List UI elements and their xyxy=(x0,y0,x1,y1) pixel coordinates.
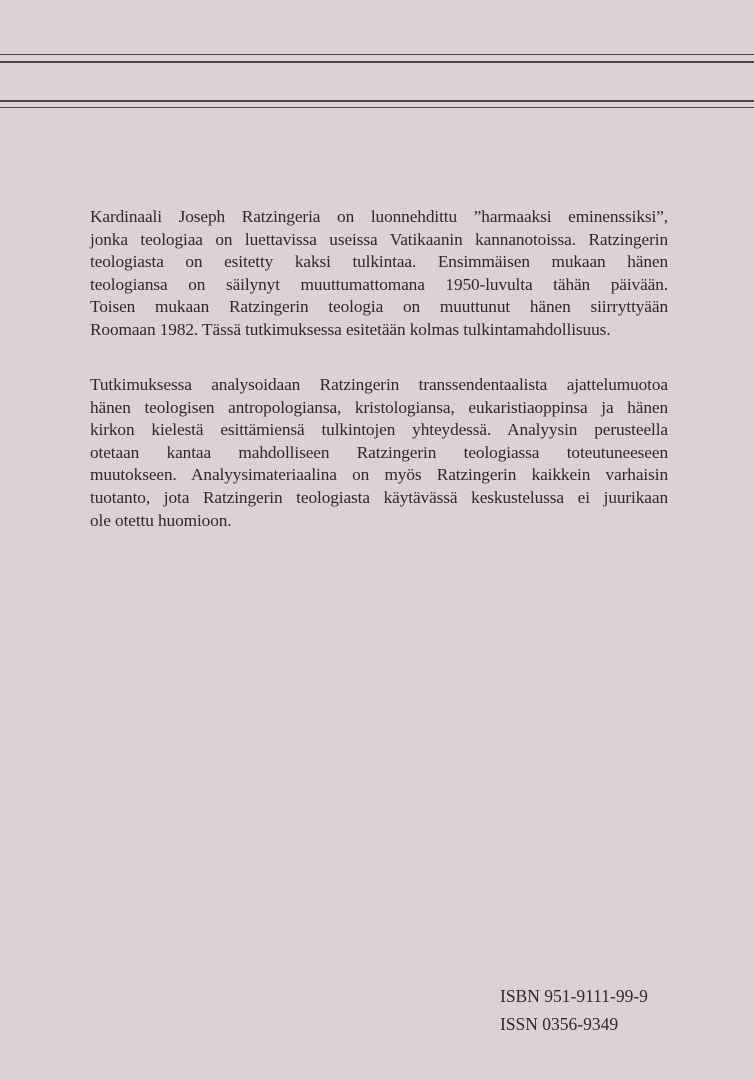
paragraph-1 xyxy=(90,206,668,342)
top-rule-1 xyxy=(0,54,754,55)
text-line: teologiasta on esitetty kaksi tulkintaa. Ensimmäisen mukaan hänen xyxy=(90,252,668,272)
text-line: muutokseen. Analyysimateriaalina on myös Ratzingerin kaikkein varhaisin xyxy=(90,465,668,485)
isbn-number: ISBN 951-9111-99-9 xyxy=(500,986,648,1006)
text-line: ole otettu huomioon. xyxy=(90,510,232,530)
text-line: Toisen mukaan Ratzingerin teologia on muuttunut hänen siirryttyään xyxy=(90,297,668,317)
top-rule-4 xyxy=(0,107,754,108)
top-rule-2 xyxy=(0,61,754,63)
text-line: Roomaan 1982. Tässä tutkimuksessa esitetään kolmas tulkintamahdollisuus. xyxy=(90,319,611,339)
top-rule-3 xyxy=(0,100,754,102)
issn-number: ISSN 0356-9349 xyxy=(500,1014,619,1034)
text-line: Tutkimuksessa analysoidaan Ratzingerin transsendentaalista ajattelumuotoa xyxy=(90,375,668,394)
text-line: kirkon kielestä esittämiensä tulkintojen yhteydessä. Analyysin perusteella xyxy=(90,420,668,440)
text-line: tuotanto, jota Ratzingerin teologiasta käytävässä keskustelussa ei juurikaan xyxy=(90,487,668,507)
text-line: hänen teologisen antropologiansa, kristologiansa, eukaristiaoppinsa ja hänen xyxy=(90,397,668,417)
text-line: Kardinaali Joseph Ratzingeria on luonnehdittu ”harmaaksi eminenssiksi”, xyxy=(90,207,668,226)
text-line: otetaan kantaa mahdolliseen Ratzingerin teologiassa toteutuneeseen xyxy=(90,442,668,462)
text-line: jonka teologiaa on luettavissa useissa Vatikaanin kannanotoissa. Ratzingerin xyxy=(90,229,668,249)
paragraph-2 xyxy=(90,374,668,532)
text-line: teologiansa on säilynyt muuttumattomana 1950-luvulta tähän päivään. xyxy=(90,274,668,294)
